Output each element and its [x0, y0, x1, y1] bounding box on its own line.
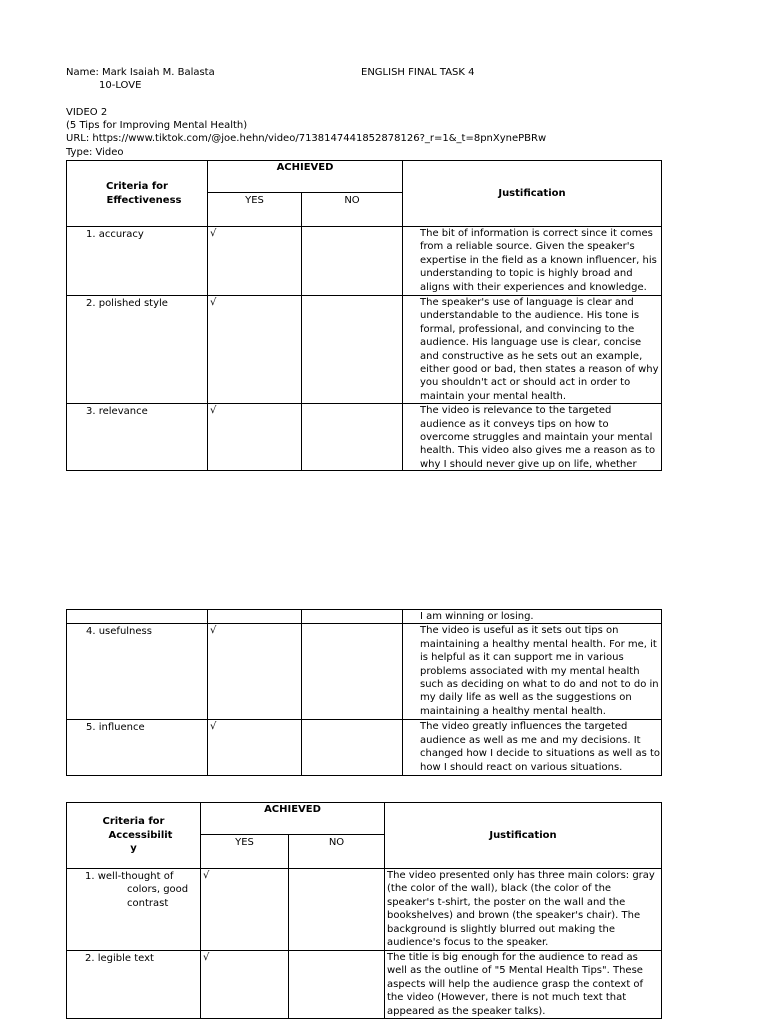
justification-cell: The video is useful as it sets out tips on maintaining a healthy mental health. For me, it is helpful as it can support me in various problems associated with my mental health such as deciding on what to do and not to do in my daily life as well as the suggestions on maintaining a healthy mental health. — [403, 624, 662, 720]
effectiveness-table-continued — [66, 609, 662, 776]
no-check — [302, 720, 403, 776]
task-title: ENGLISH FINAL TASK 4 — [361, 67, 475, 78]
no-header: NO — [289, 835, 385, 869]
yes-check: √ — [208, 227, 302, 296]
no-header: NO — [302, 193, 403, 227]
student-section: 10-LOVE — [99, 80, 142, 91]
justification-cell: The video greatly influences the targeted audience as well as me and my decisions. It changed how I decide to situations as well as to how I should react on various situations. — [403, 720, 662, 776]
justification-cell: The video presented only has three main colors: gray (the color of the wall), black (the color of the speaker's t-shirt, the poster on the wall and the bookshelves) and brown (the speaker's chair). The background is slightly blurred out making the audience's focus to the speaker. — [385, 869, 662, 951]
yes-check: √ — [201, 869, 289, 951]
table-row — [67, 404, 662, 471]
table-row — [67, 227, 662, 296]
yes-check: √ — [208, 720, 302, 776]
justification-header: Justification — [385, 803, 662, 869]
criterion-cell: 4. usefulness — [67, 624, 208, 720]
achieved-header: ACHIEVED — [208, 161, 403, 193]
justification-cell: The bit of information is correct since it comes from a reliable source. Given the speaker's expertise in the field as a known influencer, his understanding to topic is highly broad and aligns with their experiences and knowledge. — [403, 227, 662, 296]
effectiveness-table — [66, 160, 662, 471]
criteria-header: Criteria for Effectiveness — [67, 161, 208, 227]
table-row — [67, 610, 662, 624]
justification-header: Justification — [403, 161, 662, 227]
criterion-cell: 1. accuracy — [67, 227, 208, 296]
justification-cell: The video is relevance to the targeted audience as it conveys tips on how to overcome struggles and maintain your mental health. This video also gives me a reason as to why I should never give up on life, whether — [403, 404, 662, 471]
yes-check: √ — [208, 624, 302, 720]
criterion-cell: 2. legible text — [67, 951, 201, 1019]
yes-header: YES — [201, 835, 289, 869]
table-row — [67, 951, 662, 1019]
no-check — [302, 610, 403, 624]
criterion-cell: 5. influence — [67, 720, 208, 776]
no-check — [302, 227, 403, 296]
criterion-cell: 1. well-thought of colors, good contrast — [67, 869, 201, 951]
justification-cell: The title is big enough for the audience to read as well as the outline of "5 Mental Health Tips". These aspects will help the audience grasp the context of the video (However, there is not much text that appeared as the speaker talks). — [385, 951, 662, 1019]
video-label: VIDEO 2 — [66, 107, 108, 118]
no-check — [289, 869, 385, 951]
justification-cell: I am winning or losing. — [403, 610, 662, 624]
table-row — [67, 869, 662, 951]
yes-check: √ — [208, 404, 302, 471]
no-check — [302, 624, 403, 720]
video-title: (5 Tips for Improving Mental Health) — [66, 120, 248, 131]
no-check — [302, 404, 403, 471]
criterion-cell: 2. polished style — [67, 296, 208, 404]
video-url: URL: https://www.tiktok.com/@joe.hehn/video/7138147441852878126?_r=1&_t=8pnXynePBRw — [66, 133, 547, 144]
justification-cell: The speaker's use of language is clear and understandable to the audience. His tone is formal, professional, and convincing to the audience. His language use is clear, concise and constructive as he sets out an example, either good or bad, then states a reason of why you shouldn't act or should act in order to maintain your mental health. — [403, 296, 662, 404]
yes-header: YES — [208, 193, 302, 227]
table-row — [67, 624, 662, 720]
yes-check — [208, 610, 302, 624]
no-check — [289, 951, 385, 1019]
criteria-header: Criteria for Accessibilit y — [67, 803, 201, 869]
accessibility-table — [66, 802, 662, 1019]
student-name: Name: Mark Isaiah M. Balasta — [66, 67, 215, 78]
criterion-cell: 3. relevance — [67, 404, 208, 471]
yes-check: √ — [208, 296, 302, 404]
yes-check: √ — [201, 951, 289, 1019]
criterion-cell — [67, 610, 208, 624]
table-row — [67, 296, 662, 404]
no-check — [302, 296, 403, 404]
table-row — [67, 720, 662, 776]
video-type: Type: Video — [66, 147, 124, 158]
achieved-header: ACHIEVED — [201, 803, 385, 835]
